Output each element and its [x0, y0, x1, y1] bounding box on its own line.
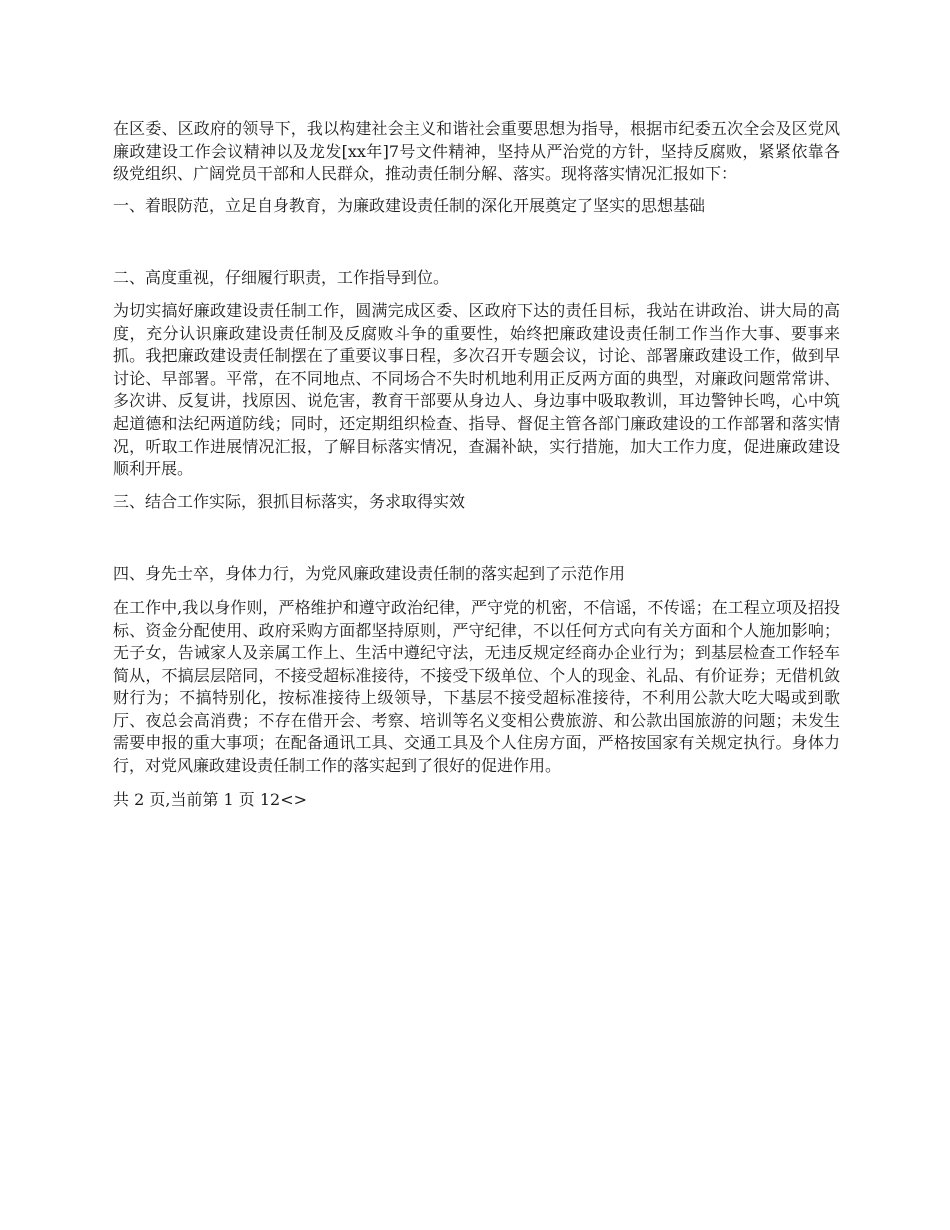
section-three-heading: 三、结合工作实际，狠抓目标落实，务求取得实效: [113, 491, 466, 511]
document-body: [113, 118, 840, 811]
section-two-paragraph: 为切实搞好廉政建设责任制工作，圆满完成区委、区政府下达的责任目标，我站在讲政治、讲大局的高度，充分认识廉政建设责任制及反腐败斗争的重要性，始终把廉政建设责任制工作当作大事、要事来抓。我把廉政建设责任制摆在了重要议事日程，多次召开专题会议，讨论、部署廉政建设工作，做到早讨论、早部署。平常，在不同地点、不同场合不失时机地利用正反两方面的典型，对廉政问题常常讲、多次讲、反复讲，找原因、说危害，教育干部要从身边人、身边事中吸取教训，耳边警钟长鸣，心中筑起道德和法纪两道防线；同时，还定期组织检查、指导、督促主管各部门廉政建设的工作部署和落实情况，听取工作进展情况汇报，了解目标落实情况，查漏补缺，实行措施，加大工作力度，促进廉政建设顺利开展。: [113, 300, 840, 479]
section-four-paragraph: 在工作中,我以身作则，严格维护和遵守政治纪律，严守党的机密，不信谣，不传谣；在工程立项及招投标、资金分配使用、政府采购方面都坚持原则，严守纪律，不以任何方式向有关方面和个人施加影响；无子女，告诫家人及亲属工作上、生活中遵纪守法，无违反规定经商办企业行为；到基层检查工作轻车简从，不搞层层陪同，不接受超标准接待，不接受下级单位、个人的现金、礼品、有价证券；无借机敛财行为；不搞特别化，按标准接待上级领导，下基层不接受超标准接待，不利用公款大吃大喝或到歌厅、夜总会高消费；不存在借开会、考察、培训等名义变相公费旅游、和公款出国旅游的问题；未发生需要申报的重大事项；在配备通讯工具、交通工具及个人住房方面，严格按国家有关规定执行。身体力行，对党风廉政建设责任制工作的落实起到了很好的促进作用。: [113, 597, 840, 776]
pagination-text: 共 2 页,当前第 1 页 12<>: [113, 789, 308, 809]
section-four-heading: 四、身先士卒，身体力行，为党风廉政建设责任制的落实起到了示范作用: [113, 564, 626, 584]
section-two-heading: 二、高度重视，仔细履行职责，工作指导到位。: [113, 268, 450, 288]
section-one-heading: 一、着眼防范，立足自身教育，为廉政建设责任制的深化开展奠定了坚实的思想基础: [113, 195, 706, 215]
intro-paragraph: 在区委、区政府的领导下，我以构建社会主义和谐社会重要思想为指导，根据市纪委五次全会及区党风廉政建设工作会议精神以及龙发[xx年]7号文件精神，坚持从严治党的方针，坚持反腐败，紧紧依靠各级党组织、广阔党员干部和人民群众，推动责任制分解、落实。现将落实情况汇报如下：: [113, 119, 840, 184]
